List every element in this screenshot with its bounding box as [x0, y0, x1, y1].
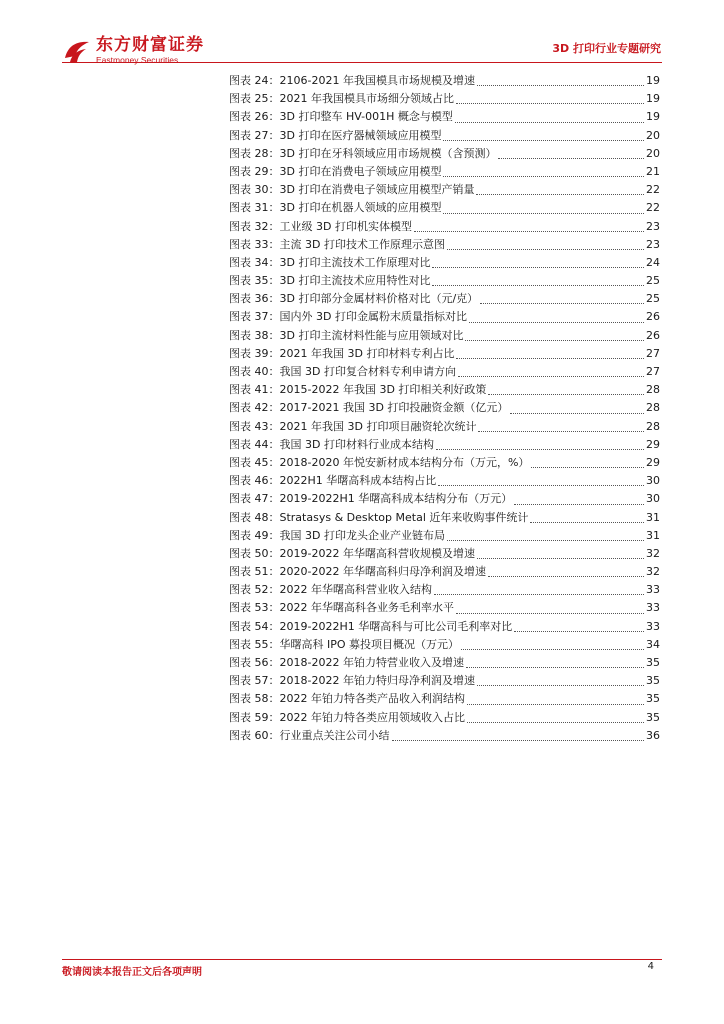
toc-leader-dots — [488, 394, 644, 395]
disclaimer-note: 敬请阅读本报告正文后各项声明 — [62, 967, 202, 978]
toc-leader-dots — [465, 340, 644, 341]
toc-entry-page[interactable]: 23 — [646, 237, 660, 251]
toc-entry[interactable] — [229, 272, 660, 290]
toc-entry[interactable] — [229, 199, 660, 217]
toc-entry-page[interactable]: 24 — [646, 255, 660, 269]
toc-leader-dots — [498, 158, 644, 159]
toc-entry[interactable] — [229, 327, 660, 345]
toc-entry[interactable] — [229, 509, 660, 527]
toc-entry-page[interactable]: 26 — [646, 328, 660, 342]
toc-entry-label[interactable]: 图表 37：国内外 3D 打印金属粉末质量指标对比 — [229, 310, 467, 324]
toc-entry[interactable] — [229, 636, 660, 654]
toc-entry-label[interactable]: 图表 48：Stratasys & Desktop Metal 近年来收购事件统计 — [229, 510, 529, 524]
toc-entry-page[interactable]: 28 — [646, 383, 660, 397]
toc-entry-page[interactable]: 35 — [646, 674, 660, 688]
toc-entry-page[interactable]: 19 — [646, 110, 660, 124]
toc-entry-label[interactable]: 图表 50：2019-2022 年华曙高科营收规模及增速 — [229, 546, 475, 560]
toc-entry-label[interactable]: 图表 52：2022 年华曙高科营业收入结构 — [229, 583, 432, 597]
page-number: 4 — [647, 961, 654, 972]
toc-entry-page[interactable]: 25 — [646, 292, 660, 306]
toc-entry-label[interactable]: 图表 39：2021 年我国 3D 打印材料专利占比 — [229, 346, 455, 360]
toc-entry-page[interactable]: 19 — [646, 92, 660, 106]
toc-entry-page[interactable]: 20 — [646, 146, 660, 160]
toc-leader-dots — [456, 613, 644, 614]
toc-entry-label[interactable]: 图表 46：2022H1 华曙高科成本结构占比 — [229, 474, 437, 488]
toc-leader-dots — [461, 649, 644, 650]
toc-entry-label[interactable]: 图表 47：2019-2022H1 华曙高科成本结构分布（万元） — [229, 492, 513, 506]
toc-leader-dots — [467, 722, 644, 723]
toc-entry-page[interactable]: 28 — [646, 401, 660, 415]
logo-chinese-name: 东方财富证券 — [96, 35, 204, 55]
toc-entry[interactable] — [229, 436, 660, 454]
toc-entry[interactable] — [229, 618, 660, 636]
toc-leader-dots — [477, 558, 644, 559]
toc-entry-label[interactable]: 图表 49：我国 3D 打印龙头企业产业链布局 — [229, 528, 445, 542]
toc-entry-page[interactable]: 35 — [646, 710, 660, 724]
toc-entry-label[interactable]: 图表 58：2022 年铂力特各类产品收入利润结构 — [229, 692, 465, 706]
toc-entry[interactable] — [229, 72, 660, 90]
toc-entry[interactable] — [229, 127, 660, 145]
toc-entry-page[interactable]: 31 — [646, 528, 660, 542]
toc-entry-label[interactable]: 图表 36：3D 打印部分金属材料价格对比（元/克） — [229, 292, 479, 306]
footer-divider — [62, 959, 662, 960]
toc-leader-dots — [510, 413, 644, 414]
toc-entry-label[interactable]: 图表 55：华曙高科 IPO 募投项目概况（万元） — [229, 637, 460, 651]
toc-entry-label[interactable]: 图表 56：2018-2022 年铂力特营业收入及增速 — [229, 656, 464, 669]
toc-entry-label[interactable]: 图表 44：我国 3D 打印材料行业成本结构 — [229, 437, 434, 451]
toc-leader-dots — [434, 594, 644, 595]
toc-leader-dots — [514, 631, 644, 632]
toc-entry-label[interactable]: 图表 54：2019-2022H1 华曙高科与可比公司毛利率对比 — [229, 619, 513, 633]
toc-entry[interactable] — [229, 454, 660, 472]
toc-entry[interactable] — [229, 545, 660, 563]
toc-entry-label[interactable]: 图表 59：2022 年铂力特各类应用领域收入占比 — [229, 710, 465, 724]
toc-entry[interactable] — [229, 218, 660, 236]
toc-entry-page[interactable]: 22 — [646, 201, 660, 215]
toc-entry-page[interactable]: 30 — [646, 474, 660, 488]
toc-entry[interactable] — [229, 345, 660, 363]
report-title: 3D 打印行业专题研究 — [552, 42, 661, 55]
toc-entry-page[interactable]: 33 — [646, 583, 660, 597]
toc-entry-page[interactable]: 32 — [646, 546, 660, 560]
toc-entry-label[interactable]: 图表 33：主流 3D 打印技术工作原理示意图 — [229, 237, 445, 251]
toc-entry-page[interactable]: 19 — [646, 74, 660, 87]
toc-entry-label[interactable]: 图表 57：2018-2022 年铂力特归母净利润及增速 — [229, 674, 475, 688]
toc-entry-label[interactable]: 图表 53：2022 年华曙高科各业务毛利率水平 — [229, 601, 454, 615]
toc-entry[interactable] — [229, 490, 660, 508]
toc-entry-label[interactable]: 图表 31：3D 打印在机器人领域的应用模型 — [229, 201, 442, 215]
toc-entry[interactable] — [229, 236, 660, 254]
toc-leader-dots — [447, 249, 644, 250]
toc-leader-dots — [488, 576, 644, 577]
toc-entry-page[interactable]: 26 — [646, 310, 660, 324]
toc-entry[interactable] — [229, 308, 660, 326]
toc-leader-dots — [514, 504, 644, 505]
toc-entry[interactable] — [229, 727, 660, 745]
toc-entry-label[interactable]: 图表 35：3D 打印主流技术应用特性对比 — [229, 274, 431, 288]
toc-leader-dots — [477, 85, 644, 86]
toc-leader-dots — [414, 231, 644, 232]
toc-leader-dots — [458, 376, 644, 377]
toc-entry-page[interactable]: 34 — [646, 637, 660, 651]
toc-entry-label[interactable]: 图表 38：3D 打印主流材料性能与应用领域对比 — [229, 328, 464, 342]
toc-leader-dots — [432, 267, 644, 268]
toc-entry-label[interactable]: 图表 30：3D 打印在消费电子领域应用模型产销量 — [229, 183, 475, 197]
toc-entry-page[interactable]: 32 — [646, 565, 660, 579]
toc-entry-page[interactable]: 30 — [646, 492, 660, 506]
toc-entry-label[interactable]: 图表 28：3D 打印在牙科领域应用市场规模（含预测） — [229, 146, 497, 160]
toc-entry[interactable] — [229, 672, 660, 690]
toc-leader-dots — [466, 667, 644, 668]
toc-entry-label[interactable]: 图表 60：行业重点关注公司小结 — [229, 728, 390, 742]
toc-entry-label[interactable]: 图表 42：2017-2021 我国 3D 打印投融资金额（亿元） — [229, 401, 509, 415]
toc-leader-dots — [469, 322, 644, 323]
toc-entry-page[interactable]: 21 — [646, 164, 660, 178]
toc-entry-page[interactable]: 23 — [646, 219, 660, 233]
toc-entry-label[interactable]: 图表 51：2020-2022 年华曙高科归母净利润及增速 — [229, 565, 486, 579]
toc-entry-page[interactable]: 29 — [646, 437, 660, 451]
toc-leader-dots — [456, 358, 644, 359]
toc-leader-dots — [456, 103, 644, 104]
toc-leader-dots — [477, 685, 644, 686]
toc-entry[interactable] — [229, 654, 660, 672]
toc-leader-dots — [455, 122, 644, 123]
toc-leader-dots — [443, 176, 644, 177]
toc-entry-label[interactable]: 图表 24：2106-2021 年我国模具市场规模及增速 — [229, 74, 475, 87]
toc-leader-dots — [478, 431, 644, 432]
toc-entry-page[interactable]: 29 — [646, 455, 660, 469]
toc-entry-page[interactable]: 27 — [646, 365, 660, 378]
toc-leader-dots — [392, 740, 645, 741]
toc-leader-dots — [530, 522, 644, 523]
toc-leader-dots — [447, 540, 644, 541]
toc-entry[interactable] — [229, 163, 660, 181]
toc-entry-label[interactable]: 图表 41：2015-2022 年我国 3D 打印相关利好政策 — [229, 383, 487, 397]
toc-entry-page[interactable]: 28 — [646, 419, 660, 433]
toc-entry[interactable] — [229, 690, 660, 708]
toc-entry-page[interactable]: 22 — [646, 183, 660, 197]
toc-entry-page[interactable]: 33 — [646, 619, 660, 633]
toc-leader-dots — [438, 485, 644, 486]
toc-entry-label[interactable]: 图表 27：3D 打印在医疗器械领域应用模型 — [229, 128, 442, 142]
logo-english-name: Eastmoney Securities — [96, 55, 179, 65]
toc-leader-dots — [476, 194, 644, 195]
toc-leader-dots — [443, 140, 644, 141]
toc-entry[interactable] — [229, 581, 660, 599]
toc-entry[interactable] — [229, 527, 660, 545]
toc-entry[interactable] — [229, 381, 660, 399]
table-of-figures — [229, 72, 660, 745]
toc-entry[interactable] — [229, 254, 660, 272]
toc-entry-label[interactable]: 图表 40：我国 3D 打印复合材料专利申请方向 — [229, 365, 456, 378]
toc-entry-label[interactable]: 图表 25：2021 年我国模具市场细分领域占比 — [229, 92, 454, 106]
toc-entry[interactable] — [229, 90, 660, 108]
eastmoney-logo-icon — [62, 38, 92, 64]
toc-entry[interactable] — [229, 108, 660, 126]
toc-entry[interactable] — [229, 599, 660, 617]
toc-leader-dots — [531, 467, 644, 468]
toc-entry-label[interactable]: 图表 34：3D 打印主流技术工作原理对比 — [229, 255, 431, 269]
page-header — [0, 0, 724, 70]
toc-entry[interactable] — [229, 418, 660, 436]
company-logo — [62, 36, 204, 65]
toc-entry[interactable] — [229, 363, 660, 381]
toc-entry[interactable] — [229, 181, 660, 199]
toc-entry-page[interactable]: 33 — [646, 601, 660, 615]
toc-entry-page[interactable]: 31 — [646, 510, 660, 524]
toc-leader-dots — [480, 303, 644, 304]
toc-entry-page[interactable]: 20 — [646, 128, 660, 142]
toc-entry-page[interactable]: 35 — [646, 692, 660, 706]
toc-entry[interactable] — [229, 399, 660, 417]
toc-leader-dots — [467, 704, 644, 705]
toc-entry[interactable] — [229, 709, 660, 727]
toc-entry-page[interactable]: 27 — [646, 346, 660, 360]
toc-entry-label[interactable]: 图表 32：工业级 3D 打印机实体模型 — [229, 219, 412, 233]
toc-leader-dots — [436, 449, 644, 450]
toc-entry[interactable] — [229, 290, 660, 308]
toc-entry-label[interactable]: 图表 26：3D 打印整车 HV-001H 概念与模型 — [229, 110, 453, 124]
toc-entry-label[interactable]: 图表 45：2018-2020 年悦安新材成本结构分布（万元，%） — [229, 455, 530, 469]
toc-entry[interactable] — [229, 563, 660, 581]
toc-entry[interactable] — [229, 145, 660, 163]
toc-entry-page[interactable]: 25 — [646, 274, 660, 288]
toc-entry-label[interactable]: 图表 29：3D 打印在消费电子领域应用模型 — [229, 164, 442, 178]
toc-entry-label[interactable]: 图表 43：2021 年我国 3D 打印项目融资轮次统计 — [229, 419, 477, 433]
toc-leader-dots — [443, 213, 644, 214]
toc-entry-page[interactable]: 36 — [646, 728, 660, 742]
toc-entry-page[interactable]: 35 — [646, 656, 660, 669]
toc-leader-dots — [432, 285, 644, 286]
header-divider — [62, 62, 662, 63]
toc-entry[interactable] — [229, 472, 660, 490]
